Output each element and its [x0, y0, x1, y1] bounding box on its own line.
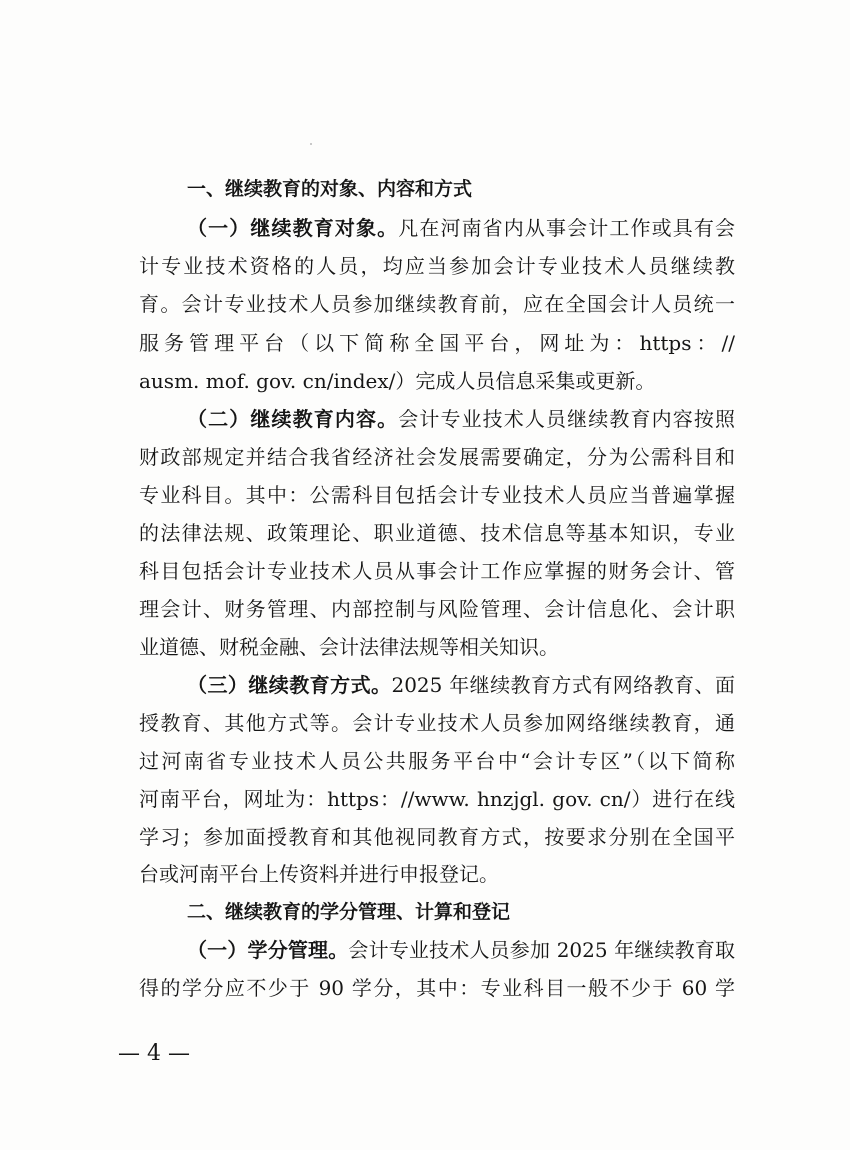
paragraph-1-lead: （一）继续教育对象。: [187, 216, 399, 240]
paragraph-1-line-5: ausm. mof. gov. cn/index/）完成人员信息采集或更新。: [139, 369, 656, 393]
paragraph-2-line-5: 科目包括会计专业技术人员从事会计工作应掌握的财务会计、管: [139, 559, 735, 583]
paragraph-3-line-3: 过河南省专业技术人员公共服务平台中“会计专区”（以下简称: [139, 749, 735, 773]
paragraph-1-line-4: 服务管理平台（以下简称全国平台，网址为：https：//: [139, 331, 735, 355]
paragraph-2-line-3: 专业科目。其中：公需科目包括会计专业技术人员应当普遍掌握: [139, 483, 735, 507]
scan-speck: [310, 143, 312, 145]
section-heading-1: 一、继续教育的对象、内容和方式: [187, 178, 473, 200]
paragraph-1-line-2: 计专业技术资格的人员，均应当参加会计专业技术人员继续教: [139, 254, 735, 278]
paragraph-4-line-1-text: 会计专业技术人员参加 2025 年继续教育取: [348, 938, 735, 962]
paragraph-1-line-3: 育。会计专业技术人员参加继续教育前，应在全国会计人员统一: [139, 292, 735, 316]
paragraph-4-lead: （一）学分管理。: [187, 938, 349, 962]
section-heading-2: 二、继续教育的学分管理、计算和登记: [187, 901, 511, 923]
paragraph-4-line-2: 得的学分应不少于 90 学分，其中：专业科目一般不少于 60 学: [139, 976, 735, 1000]
paragraph-2-line-4: 的法律法规、政策理论、职业道德、技术信息等基本知识，专业: [139, 521, 735, 545]
paragraph-3-lead: （三）继续教育方式。: [187, 673, 392, 697]
paragraph-3-line-1: [187, 673, 735, 699]
paragraph-2-line-1: [187, 407, 735, 433]
paragraph-2-line-6: 理会计、财务管理、内部控制与风险管理、会计信息化、会计职: [139, 597, 735, 621]
paragraph-3-line-4: 河南平台，网址为：https：//www. hnzjgl. gov. cn/）进行在线: [139, 787, 735, 811]
page-number: — 4 —: [118, 1041, 190, 1066]
paragraph-2-line-2: 财政部规定并结合我省经济社会发展需要确定，分为公需科目和: [139, 445, 735, 469]
paragraph-3-line-1-text: 2025 年继续教育方式有网络教育、面: [391, 673, 735, 697]
paragraph-3-line-5: 学习；参加面授教育和其他视同教育方式，按要求分别在全国平: [139, 825, 735, 849]
paragraph-3-line-2: 授教育、其他方式等。会计专业技术人员参加网络继续教育，通: [139, 711, 735, 735]
paragraph-1-line-1: [187, 216, 735, 242]
paragraph-1-line-1-text: 凡在河南省内从事会计工作或具有会: [398, 216, 735, 240]
paragraph-2-lead: （二）继续教育内容。: [187, 407, 399, 431]
paragraph-2-line-7: 业道德、财税金融、会计法律法规等相关知识。: [139, 635, 559, 659]
paragraph-3-line-6: 台或河南平台上传资料并进行申报登记。: [139, 862, 499, 886]
paragraph-4-line-1: [187, 938, 735, 964]
paragraph-2-line-1-text: 会计专业技术人员继续教育内容按照: [398, 407, 735, 431]
